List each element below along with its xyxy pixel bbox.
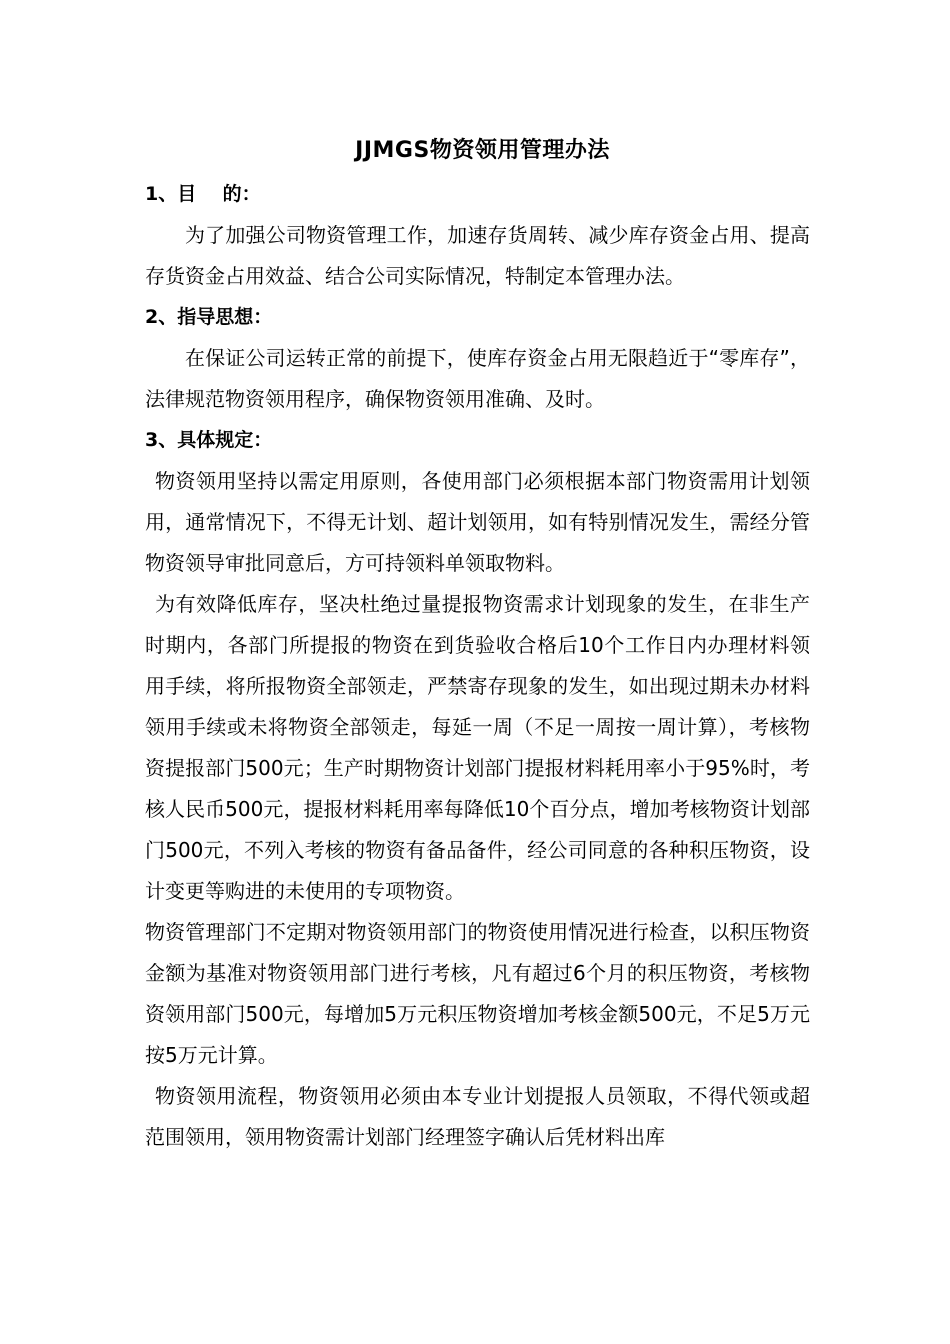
paragraph: 物资管理部门不定期对物资领用部门的物资使用情况进行检查，以积压物资金额为基准对物资领用部门进行考核，凡有超过6个月的积压物资，考核物资领用部门500元，每增加5万元积压物资增加考核金额500元，不足5万元按5万元计算。 <box>145 920 810 1067</box>
section-purpose <box>145 174 810 297</box>
section-heading: 3、具体规定： <box>145 429 273 451</box>
section-guiding-principle <box>145 297 810 420</box>
paragraph: 物资领用流程，物资领用必须由本专业计划提报人员领取，不得代领或超范围领用，领用物资需计划部门经理签字确认后凭材料出库 <box>145 1084 810 1149</box>
section-heading: 2、指导思想： <box>145 306 273 328</box>
document-body <box>145 128 810 1158</box>
section-heading: 1、目 的： <box>145 183 261 205</box>
document-title: JJMGS物资领用管理办法 <box>355 138 610 163</box>
paragraph: 为有效降低库存，坚决杜绝过量提报物资需求计划现象的发生，在非生产时期内，各部门所提报的物资在到货验收合格后10个工作日内办理材料领用手续，将所报物资全部领走，严禁寄存现象的发生，如出现过期未办材料领用手续或未将物资全部领走，每延一周（不足一周按一周计算），考核物资提报部门500元；生产时期物资计划部门提报材料耗用率小于95%时，考核人民币500元，提报材料耗用率每降低10个百分点，增加考核物资计划部门500元，不列入考核的物资有备品备件，经公司同意的各种积压物资，设计变更等购进的未使用的专项物资。 <box>145 592 810 903</box>
paragraph: 在保证公司运转正常的前提下，使库存资金占用无限趋近于“零库存”， 法律规范物资领用程序，确保物资领用准确、及时。 <box>145 346 810 411</box>
paragraph: 为了加强公司物资管理工作，加速存货周转、减少库存资金占用、提高存货资金占用效益、结合公司实际情况，特制定本管理办法。 <box>145 223 810 288</box>
paragraph: 物资领用坚持以需定用原则，各使用部门必须根据本部门物资需用计划领用，通常情况下，不得无计划、超计划领用，如有特别情况发生，需经分管物资领导审批同意后，方可持领料单领取物料。 <box>145 469 810 575</box>
section-specific-rules <box>145 420 810 1158</box>
